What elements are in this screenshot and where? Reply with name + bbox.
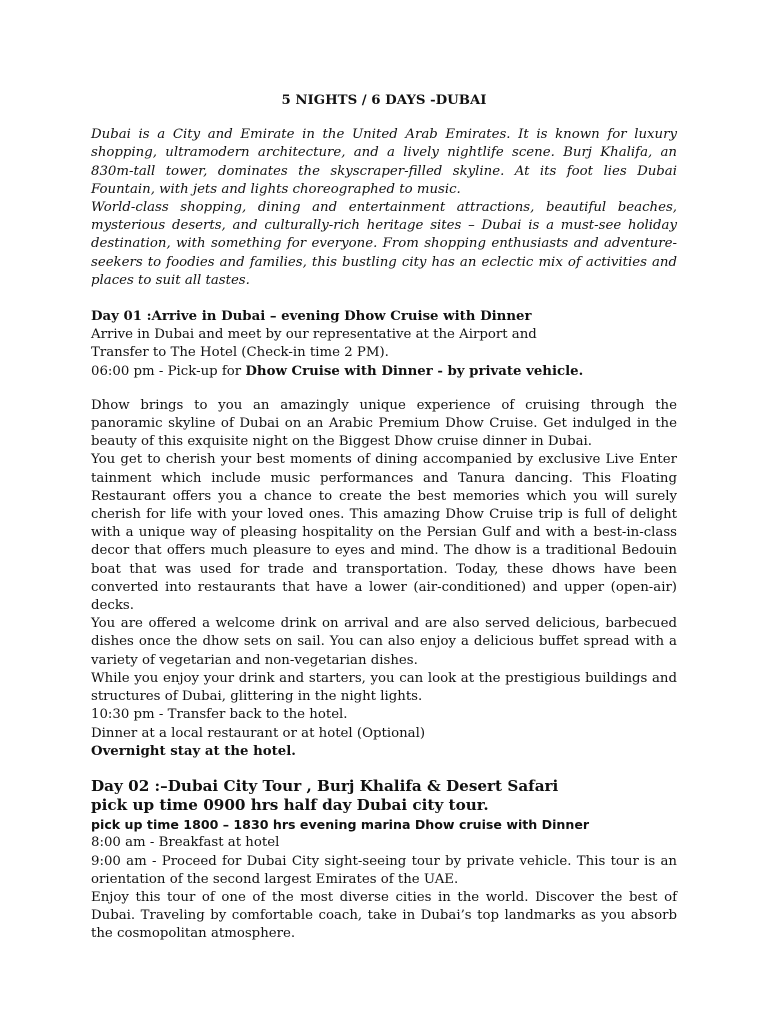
day1-pickup-prefix: 06:00 pm - Pick-up for <box>91 363 246 379</box>
day2-subheading: pick up time 0900 hrs half day Dubai city tour. <box>91 796 489 815</box>
day1-paragraph-4: While you enjoy your drink and starters, you can look at the prestigious buildings and structures of Dubai, glittering in the night lights. <box>91 670 677 705</box>
spacer <box>91 761 677 777</box>
spacer <box>91 381 677 397</box>
spacer <box>91 290 677 308</box>
day2-paragraph-2: Enjoy this tour of one of the most diverse cities in the world. Discover the best of Dubai. Traveling by comfortable coach, take in Dubai’s top landmarks as you absorb the cosmopolitan atmosphere. <box>91 890 677 942</box>
intro-paragraph-1: Dubai is a City and Emirate in the United Arab Emirates. It is known for luxury shopping, ultramodern architecture, and a lively nightlife scene. Burj Khalifa, an 830m-tall tower, dominates the skyscraper-filled skyline. At its foot lies Dubai Fountain, with jets and lights choreographed to music. <box>91 127 677 197</box>
day1-overnight: Overnight stay at the hotel. <box>91 743 296 759</box>
day1-transfer-back: 10:30 pm - Transfer back to the hotel. <box>91 707 348 723</box>
day1-pickup-line <box>91 363 677 381</box>
day2-pickup: pick up time 1800 – 1830 hrs evening marina Dhow cruise with Dinner <box>91 816 590 832</box>
day1-transfer-line: Transfer to The Hotel (Check-in time 2 PM). <box>91 345 389 361</box>
day2-breakfast: 8:00 am - Breakfast at hotel <box>91 835 280 851</box>
day2-paragraph-1: 9:00 am - Proceed for Dubai City sight-seeing tour by private vehicle. This tour is an orientation of the second largest Emirates of the UAE. <box>91 853 677 887</box>
intro-paragraph-2: World-class shopping, dining and entertainment attractions, beautiful beaches, mysterious deserts, and culturally-rich heritage sites – Dubai is a must-see holiday destination, with something for everyone. From shopping enthusiasts and adventure-seekers to foodies and families, this bustling city has an eclectic mix of activities and places to suit all tastes. <box>91 200 677 288</box>
day1-paragraph-2: You get to cherish your best moments of dining accompanied by exclusive Live Enter tainment which include music performances and Tanura dancing. This Floating Restaurant offers you a chance to create the best memories which you will surely cherish for life with your loved ones. This amazing Dhow Cruise trip is full of delight with a unique way of pleasing hospitality on the Persian Gulf and with a best-in-class decor that offers much pleasure to eyes and mind. The dhow is a traditional Bedouin boat that was used for trade and transportation. Today, these dhows have been converted into restaurants that have a lower (air-conditioned) and upper (open-air) decks. <box>91 452 677 614</box>
day1-arrival-line: Arrive in Dubai and meet by our representative at the Airport and <box>91 327 537 343</box>
day1-heading: Day 01 :Arrive in Dubai – evening Dhow Cruise with Dinner <box>91 309 532 325</box>
day1-dinner: Dinner at a local restaurant or at hotel (Optional) <box>91 725 426 741</box>
document-page <box>91 92 677 944</box>
day1-paragraph-3: You are offered a welcome drink on arrival and are also served delicious, barbecued dishes once the dhow sets on sail. You can also enjoy a delicious buffet spread with a variety of vegetarian and non-vegetarian dishes. <box>91 616 677 668</box>
day1-pickup-bold: Dhow Cruise with Dinner - by private vehicle. <box>245 363 584 379</box>
document-title: 5 NIGHTS / 6 DAYS -DUBAI <box>281 93 487 108</box>
day2-heading: Day 02 :–Dubai City Tour , Burj Khalifa & Desert Safari <box>91 776 559 795</box>
day1-paragraph-1: Dhow brings to you an amazingly unique experience of cruising through the panoramic skyline of Dubai on an Arabic Premium Dhow Cruise. Get indulged in the beauty of this exquisite night on the Biggest Dhow cruise dinner in Dubai. <box>91 397 677 450</box>
